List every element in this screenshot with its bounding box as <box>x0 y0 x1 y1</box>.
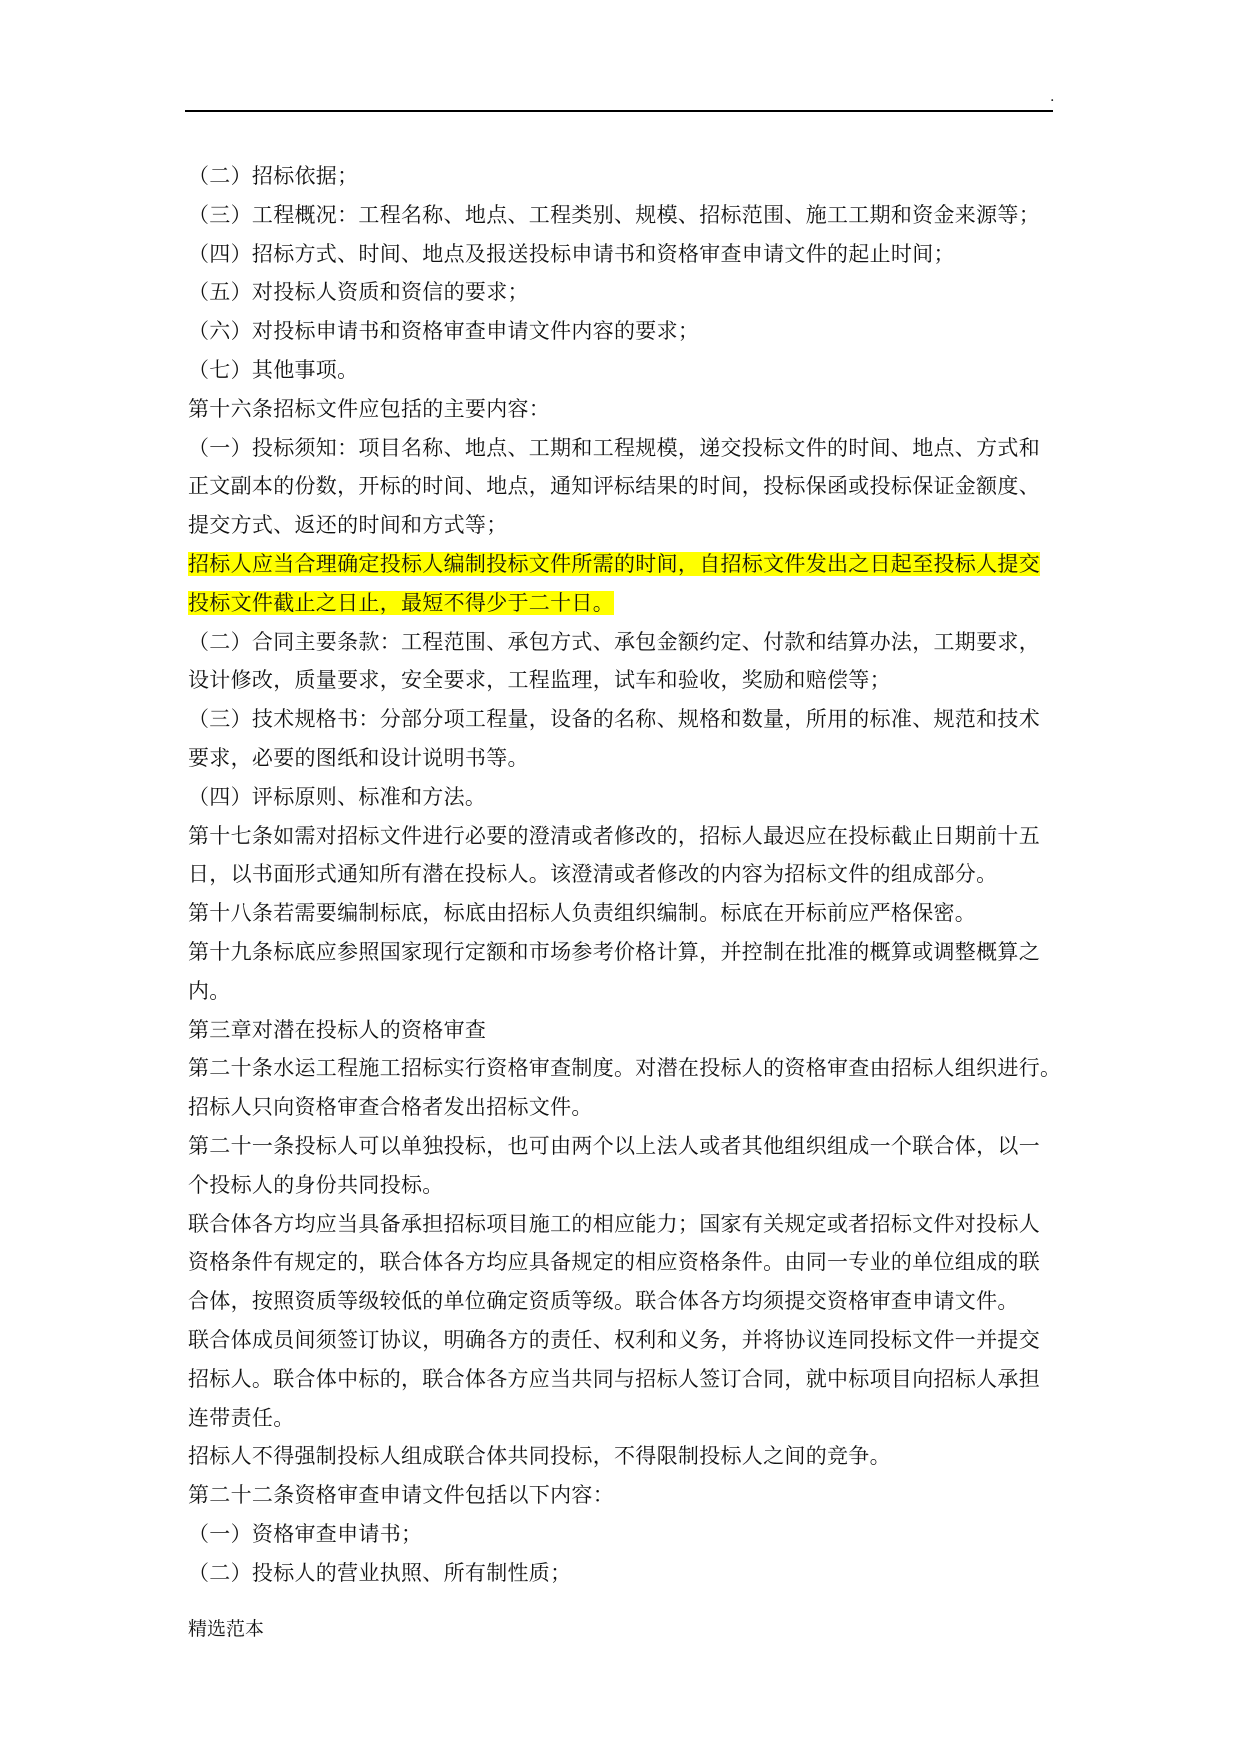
text-line-content: （五）对投标人资质和资信的要求； <box>188 280 529 305</box>
text-line-content: 第十六条招标文件应包括的主要内容： <box>188 396 551 421</box>
text-line <box>188 429 1068 468</box>
text-line-content: 招标人应当合理确定投标人编制投标文件所需的时间，自招标文件发出之日起至投标人提交 <box>188 551 1040 576</box>
text-line-content: 合体，按照资质等级较低的单位确定资质等级。联合体各方均须提交资格审查申请文件。 <box>188 1289 1019 1314</box>
text-line-content: 正文副本的份数，开标的时间、地点，通知评标结果的时间，投标保函或投标保证金额度、 <box>188 474 1040 499</box>
text-line-content: 招标人。联合体中标的，联合体各方应当共同与招标人签订合同，就中标项目向招标人承担 <box>188 1366 1040 1391</box>
text-line-content: （二）招标依据； <box>188 164 359 188</box>
text-line-content: 提交方式、返还的时间和方式等； <box>188 513 508 538</box>
text-line-content: 个投标人的身份共同投标。 <box>188 1172 444 1197</box>
text-line <box>188 351 1068 390</box>
text-line-content: （一）投标须知：项目名称、地点、工期和工程规模，递交投标文件的时间、地点、方式和 <box>188 435 1040 460</box>
text-line-content: 要求，必要的图纸和设计说明书等。 <box>188 745 529 770</box>
text-line-content: （一）资格审查申请书； <box>188 1521 423 1546</box>
text-line <box>188 855 1068 894</box>
text-line <box>188 894 1068 933</box>
text-line <box>188 817 1068 856</box>
text-line-content: （二）投标人的营业执照、所有制性质； <box>188 1560 572 1585</box>
text-line <box>188 1243 1068 1282</box>
text-line <box>188 1011 1068 1050</box>
text-line <box>188 972 1068 1011</box>
text-line <box>188 157 1068 196</box>
document-body <box>188 157 1068 1592</box>
header-mark: . <box>1050 89 1055 105</box>
text-line <box>188 196 1068 235</box>
text-line <box>188 1049 1068 1088</box>
text-line-content: （六）对投标申请书和资格审查申请文件内容的要求； <box>188 319 700 344</box>
text-line-content: （四）评标原则、标准和方法。 <box>188 784 487 809</box>
text-line <box>188 1360 1068 1399</box>
text-line <box>188 1554 1068 1593</box>
text-line-content: （四）招标方式、时间、地点及报送投标申请书和资格审查申请文件的起止时间； <box>188 241 955 266</box>
header-rule <box>185 110 1053 112</box>
text-line <box>188 700 1068 739</box>
text-line <box>188 1088 1068 1127</box>
text-line-content: 第二十条水运工程施工招标实行资格审查制度。对潜在投标人的资格审查由招标人组织进行。 <box>188 1056 1062 1081</box>
text-line-content: 投标文件截止之日止，最短不得少于二十日。 <box>188 590 614 615</box>
text-line-content: 第三章对潜在投标人的资格审查 <box>188 1017 487 1042</box>
text-line-content: 第十九条标底应参照国家现行定额和市场参考价格计算，并控制在批准的概算或调整概算之 <box>188 939 1040 964</box>
text-line <box>188 312 1068 351</box>
text-line <box>188 1321 1068 1360</box>
text-line-content: 第二十一条投标人可以单独投标，也可由两个以上法人或者其他组织组成一个联合体，以一 <box>188 1133 1040 1158</box>
text-line-content: 设计修改，质量要求，安全要求，工程监理，试车和验收，奖励和赔偿等； <box>188 668 891 693</box>
text-line <box>188 1399 1068 1438</box>
text-line <box>188 1166 1068 1205</box>
text-line <box>188 1437 1068 1476</box>
text-line <box>188 273 1068 312</box>
text-line-content: 连带责任。 <box>188 1405 295 1430</box>
text-line-content: 日，以书面形式通知所有潜在投标人。该澄清或者修改的内容为招标文件的组成部分。 <box>188 862 998 887</box>
text-line-content: 联合体成员间须签订协议，明确各方的责任、权利和义务，并将协议连同投标文件一并提交 <box>188 1327 1040 1352</box>
text-line <box>188 661 1068 700</box>
text-line-content: （二）合同主要条款：工程范围、承包方式、承包金额约定、付款和结算办法，工期要求， <box>188 629 1040 654</box>
highlighted-text-line <box>188 584 1068 623</box>
text-line-content: 资格条件有规定的，联合体各方均应具备规定的相应资格条件。由同一专业的单位组成的联 <box>188 1250 1040 1275</box>
text-line <box>188 1282 1068 1321</box>
text-line-content: （三）工程概况：工程名称、地点、工程类别、规模、招标范围、施工工期和资金来源等； <box>188 202 1040 227</box>
text-line <box>188 1476 1068 1515</box>
text-line <box>188 778 1068 817</box>
text-line-content: 联合体各方均应当具备承担招标项目施工的相应能力；国家有关规定或者招标文件对投标人 <box>188 1211 1040 1236</box>
page-footer: 精选范本 <box>188 1618 265 1640</box>
text-line <box>188 1515 1068 1554</box>
text-line <box>188 467 1068 506</box>
text-line <box>188 506 1068 545</box>
text-line <box>188 623 1068 662</box>
text-line-content: 内。 <box>188 978 231 1003</box>
text-line-content: （七）其他事项。 <box>188 357 359 382</box>
text-line-content: 第二十二条资格审查申请文件包括以下内容： <box>188 1483 614 1508</box>
text-line-content: 第十七条如需对招标文件进行必要的澄清或者修改的，招标人最迟应在投标截止日期前十五 <box>188 823 1040 848</box>
text-line <box>188 235 1068 274</box>
text-line-content: 招标人只向资格审查合格者发出招标文件。 <box>188 1095 593 1120</box>
highlighted-text-line <box>188 545 1068 584</box>
text-line <box>188 933 1068 972</box>
text-line <box>188 1127 1068 1166</box>
text-line-content: 招标人不得强制投标人组成联合体共同投标，不得限制投标人之间的竞争。 <box>188 1444 891 1469</box>
text-line <box>188 390 1068 429</box>
text-line-content: （三）技术规格书：分部分项工程量，设备的名称、规格和数量，所用的标准、规范和技术 <box>188 707 1040 732</box>
text-line <box>188 739 1068 778</box>
text-line <box>188 1205 1068 1244</box>
text-line-content: 第十八条若需要编制标底，标底由招标人负责组织编制。标底在开标前应严格保密。 <box>188 901 977 926</box>
